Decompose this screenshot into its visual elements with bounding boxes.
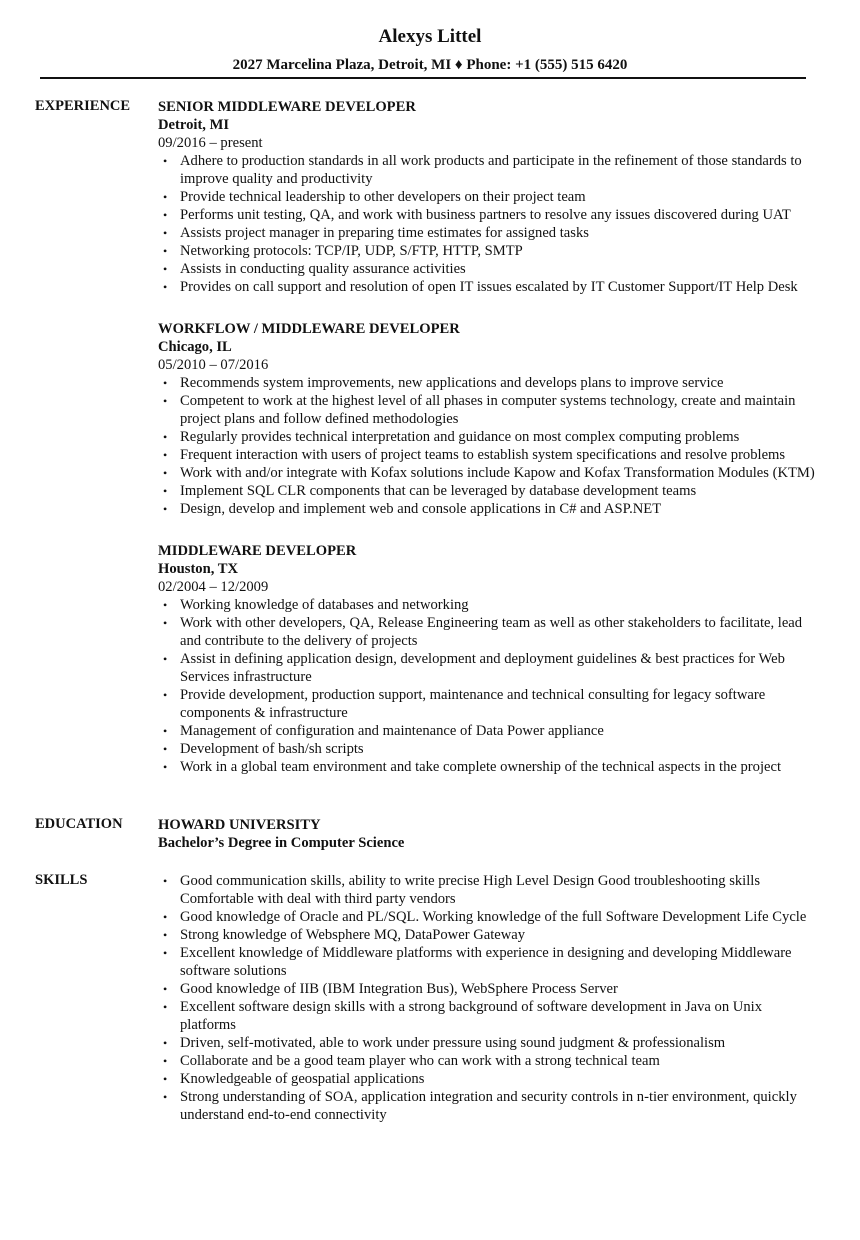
section-label-skills: SKILLS — [35, 872, 88, 888]
skills-list — [158, 872, 825, 1124]
list-item: • Provide technical leadership to other developers on their project team — [158, 188, 820, 206]
job-entry — [158, 320, 825, 518]
list-item: • Assist in defining application design, development and deployment guidelines & best practices for Web Services infrastructure — [158, 650, 820, 686]
list-item: • Competent to work at the highest level of all phases in computer systems technology, create and maintain project plans and follow defined methodologies — [158, 392, 820, 428]
list-item: • Frequent interaction with users of project teams to establish system specifications and resolve problems — [158, 446, 820, 464]
job-title: MIDDLEWARE DEVELOPER — [158, 543, 357, 559]
list-item: • Assists project manager in preparing time estimates for assigned tasks — [158, 224, 820, 242]
list-item: • Work in a global team environment and take complete ownership of the technical aspects in the project — [158, 758, 820, 776]
list-item: • Provides on call support and resolution of open IT issues escalated by IT Customer Support/IT Help Desk — [158, 278, 820, 296]
job-title: SENIOR MIDDLEWARE DEVELOPER — [158, 99, 416, 115]
list-item: • Provide development, production support, maintenance and technical consulting for legacy software components & infrastructure — [158, 686, 820, 722]
skills-section — [35, 872, 825, 1124]
list-item: • Design, develop and implement web and console applications in C# and ASP.NET — [158, 500, 820, 518]
job-bullets — [158, 152, 825, 296]
job-location: Houston, TX — [158, 561, 239, 577]
list-item: • Development of bash/sh scripts — [158, 740, 820, 758]
experience-section — [35, 98, 825, 800]
job-bullets — [158, 374, 825, 518]
list-item: • Management of configuration and maintenance of Data Power appliance — [158, 722, 820, 740]
list-item: • Regularly provides technical interpretation and guidance on most complex computing problems — [158, 428, 820, 446]
job-entry — [158, 542, 825, 776]
list-item: • Work with and/or integrate with Kofax solutions include Kapow and Kofax Transformation Modules (KTM) — [158, 464, 820, 482]
job-location: Detroit, MI — [158, 117, 230, 133]
list-item: • Implement SQL CLR components that can be leveraged by database development teams — [158, 482, 820, 500]
job-title: WORKFLOW / MIDDLEWARE DEVELOPER — [158, 321, 460, 337]
list-item: • Good communication skills, ability to write precise High Level Design Good troubleshooting skills Comfortable with deal with third party vendors — [158, 872, 820, 908]
list-item: • Adhere to production standards in all work products and participate in the refinement of those standards to improve quality and productivity — [158, 152, 820, 188]
job-dates: 09/2016 – present — [158, 135, 263, 151]
list-item: • Work with other developers, QA, Release Engineering team as well as other stakeholders to facilitate, lead and contribute to the delivery of projects — [158, 614, 820, 650]
school-name: HOWARD UNIVERSITY — [158, 817, 321, 833]
job-dates: 05/2010 – 07/2016 — [158, 357, 269, 373]
section-label-education: EDUCATION — [35, 816, 123, 832]
list-item: • Excellent software design skills with a strong background of software development in Java on Unix platforms — [158, 998, 820, 1034]
education-section — [35, 816, 825, 852]
degree: Bachelor’s Degree in Computer Science — [158, 835, 405, 851]
list-item: • Working knowledge of databases and networking — [158, 596, 820, 614]
candidate-name: Alexys Littel — [378, 26, 482, 47]
contact-line: 2027 Marcelina Plaza, Detroit, MI ♦ Phone: +1 (555) 515 6420 — [232, 57, 628, 73]
list-item: • Knowledgeable of geospatial applications — [158, 1070, 820, 1088]
experience-jobs — [158, 98, 825, 776]
list-item: • Strong knowledge of Websphere MQ, DataPower Gateway — [158, 926, 820, 944]
list-item: • Good knowledge of IIB (IBM Integration Bus), WebSphere Process Server — [158, 980, 820, 998]
list-item: • Excellent knowledge of Middleware platforms with experience in designing and developing Middleware software solutions — [158, 944, 820, 980]
list-item: • Strong understanding of SOA, application integration and security controls in n-tier environment, quickly understand end-to-end connectivity — [158, 1088, 820, 1124]
list-item: • Performs unit testing, QA, and work with business partners to resolve any issues discovered during UAT — [158, 206, 820, 224]
list-item: • Good knowledge of Oracle and PL/SQL. Working knowledge of the full Software Development Life Cycle — [158, 908, 820, 926]
job-entry — [158, 98, 825, 296]
header-divider — [40, 77, 806, 79]
list-item: • Recommends system improvements, new applications and develops plans to improve service — [158, 374, 820, 392]
job-dates: 02/2004 – 12/2009 — [158, 579, 269, 595]
list-item: • Driven, self-motivated, able to work under pressure using sound judgment & professionalism — [158, 1034, 820, 1052]
job-location: Chicago, IL — [158, 339, 232, 355]
section-label-experience: EXPERIENCE — [35, 98, 131, 114]
list-item: • Networking protocols: TCP/IP, UDP, S/FTP, HTTP, SMTP — [158, 242, 820, 260]
list-item: • Assists in conducting quality assurance activities — [158, 260, 820, 278]
job-bullets — [158, 596, 825, 776]
list-item: • Collaborate and be a good team player who can work with a strong technical team — [158, 1052, 820, 1070]
